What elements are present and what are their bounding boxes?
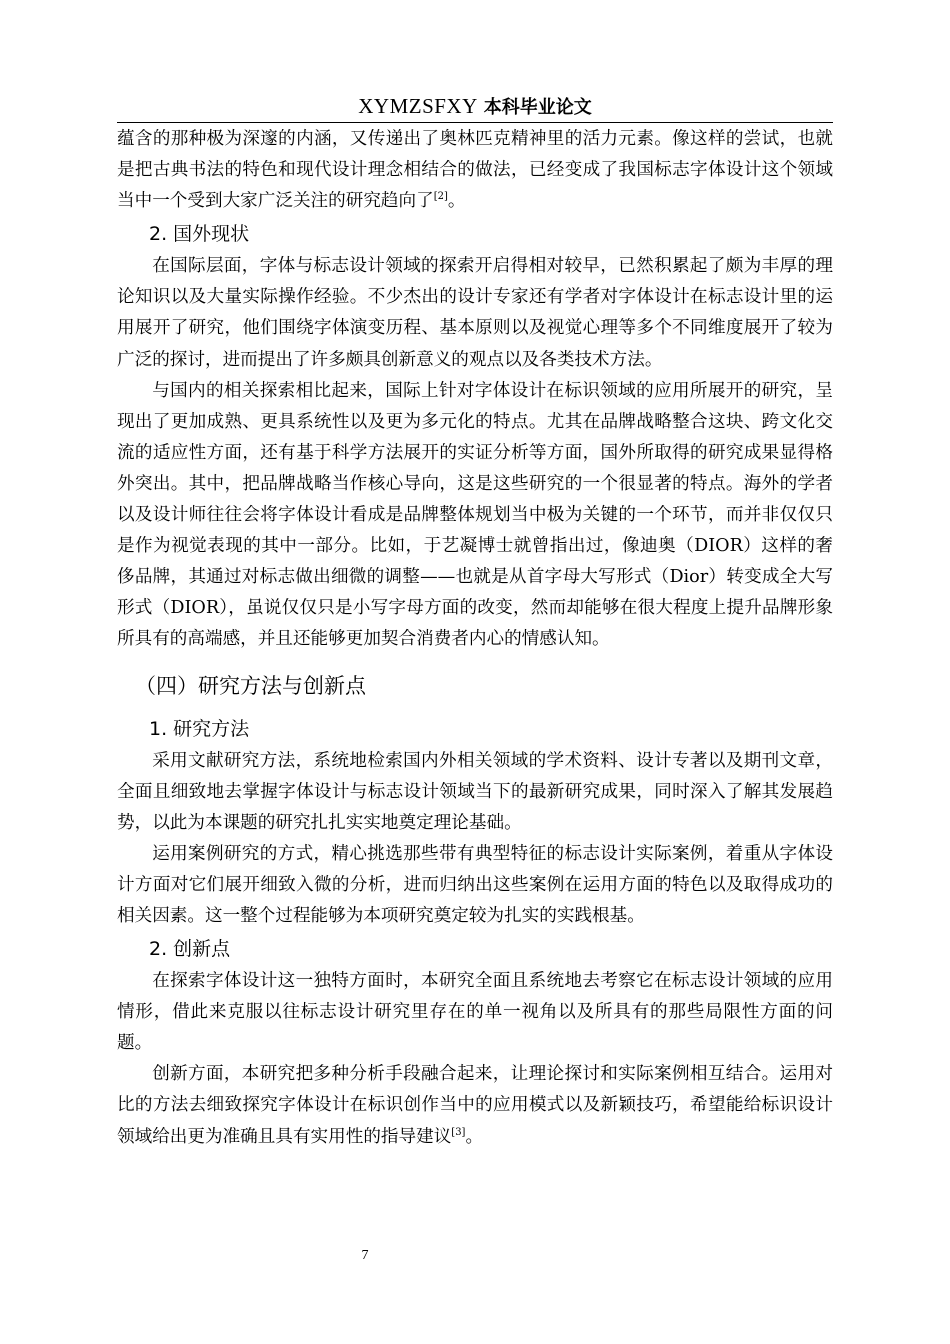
paragraph-text: 蕴含的那种极为深邃的内涵，又传递出了奥林匹克精神里的活力元素。像这样的尝试，也就是把古典书法的特色和现代设计理念相结合的做法，已经变成了我国标志字体设计这个领域当中一个受到大家广泛关注的研究趋向了 — [117, 129, 833, 212]
paragraph: 与国内的相关探索相比起来，国际上针对字体设计在标识领域的应用所展开的研究，呈现出了更加成熟、更具系统性以及更为多元化的特点。尤其在品牌战略整合这块、跨文化交流的适应性方面，还有基于科学方法展开的实证分析等方面，国外所取得的研究成果显得格外突出。其中，把品牌战略当作核心导向，这是这些研究的一个很显著的特点。海外的学者以及设计师往往会将字体设计看成是品牌整体规划当中极为关键的一个环节，而并非仅仅只是作为视觉表现的其中一部分。比如，于艺凝博士就曾指出过，像迪奥（DIOR）这样的奢侈品牌，其通过对标志做出细微的调整——也就是从首字母大写形式（Dior）转变成全大写形式（DIOR），虽说仅仅只是小写字母方面的改变，然而却能够在很大程度上提升品牌形象所具有的高端感，并且还能够更加契合消费者内心的情感认知。 — [117, 380, 833, 650]
paragraph-text: 创新方面，本研究把多种分析手段融合起来，让理论探讨和实际案例相互结合。运用对比的方法去细致探究字体设计在标识创作当中的应用模式以及新颖技巧，希望能给标识设计领域给出更为准确且具有实用性的指导建议 — [117, 1064, 833, 1147]
paragraph-end: 。 — [465, 1126, 484, 1147]
citation-ref: [3] — [451, 1126, 466, 1138]
paragraph: 采用文献研究方法，系统地检索国内外相关领域的学术资料、设计专著以及期刊文章，全面且细致地去掌握字体设计与标志设计领域当下的最新研究成果，同时深入了解其发展趋势，以此为本课题的研究扎扎实实地奠定理论基础。 — [117, 750, 833, 833]
paragraph-continued — [117, 124, 833, 217]
paragraph: 运用案例研究的方式，精心挑选那些带有典型特征的标志设计实际案例，着重从字体设计方面对它们展开细致入微的分析，进而归纳出这些案例在运用方面的特色以及取得成功的相关因素。这一整个过程能够为本项研究奠定较为扎实的实践根基。 — [117, 843, 833, 926]
paragraph-end: 。 — [447, 191, 466, 212]
page-number: 7 — [361, 1248, 369, 1263]
subheading-research-method: 1. 研究方法 — [149, 717, 250, 740]
paragraph — [117, 1059, 833, 1152]
paragraph: 在国际层面，字体与标志设计领域的探索开启得相对较早，已然积累起了颇为丰厚的理论知识以及大量实际操作经验。不少杰出的设计专家还有学者对字体设计在标志设计里的运用展开了研究，他们围绕字体演变历程、基本原则以及视觉心理等多个不同维度展开了较为广泛的探讨，进而提出了许多颇具创新意义的观点以及各类技术方法。 — [117, 256, 833, 370]
subheading-innovation: 2. 创新点 — [149, 938, 231, 961]
header-thesis-type: 本科毕业论文 — [483, 97, 592, 118]
page-header — [117, 92, 833, 122]
subheading-foreign-status: 2. 国外现状 — [149, 223, 250, 246]
header-school-code: XYMZSFXY — [358, 94, 478, 118]
document-body — [117, 124, 833, 1153]
header-rule — [117, 122, 833, 123]
citation-ref: [2] — [433, 191, 448, 203]
section-heading-methods-innovation: （四）研究方法与创新点 — [135, 673, 366, 698]
paragraph: 在探索字体设计这一独特方面时，本研究全面且系统地去考察它在标志设计领域的应用情形，借此来克服以往标志设计研究里存在的单一视角以及所具有的那些局限性方面的问题。 — [117, 971, 833, 1054]
